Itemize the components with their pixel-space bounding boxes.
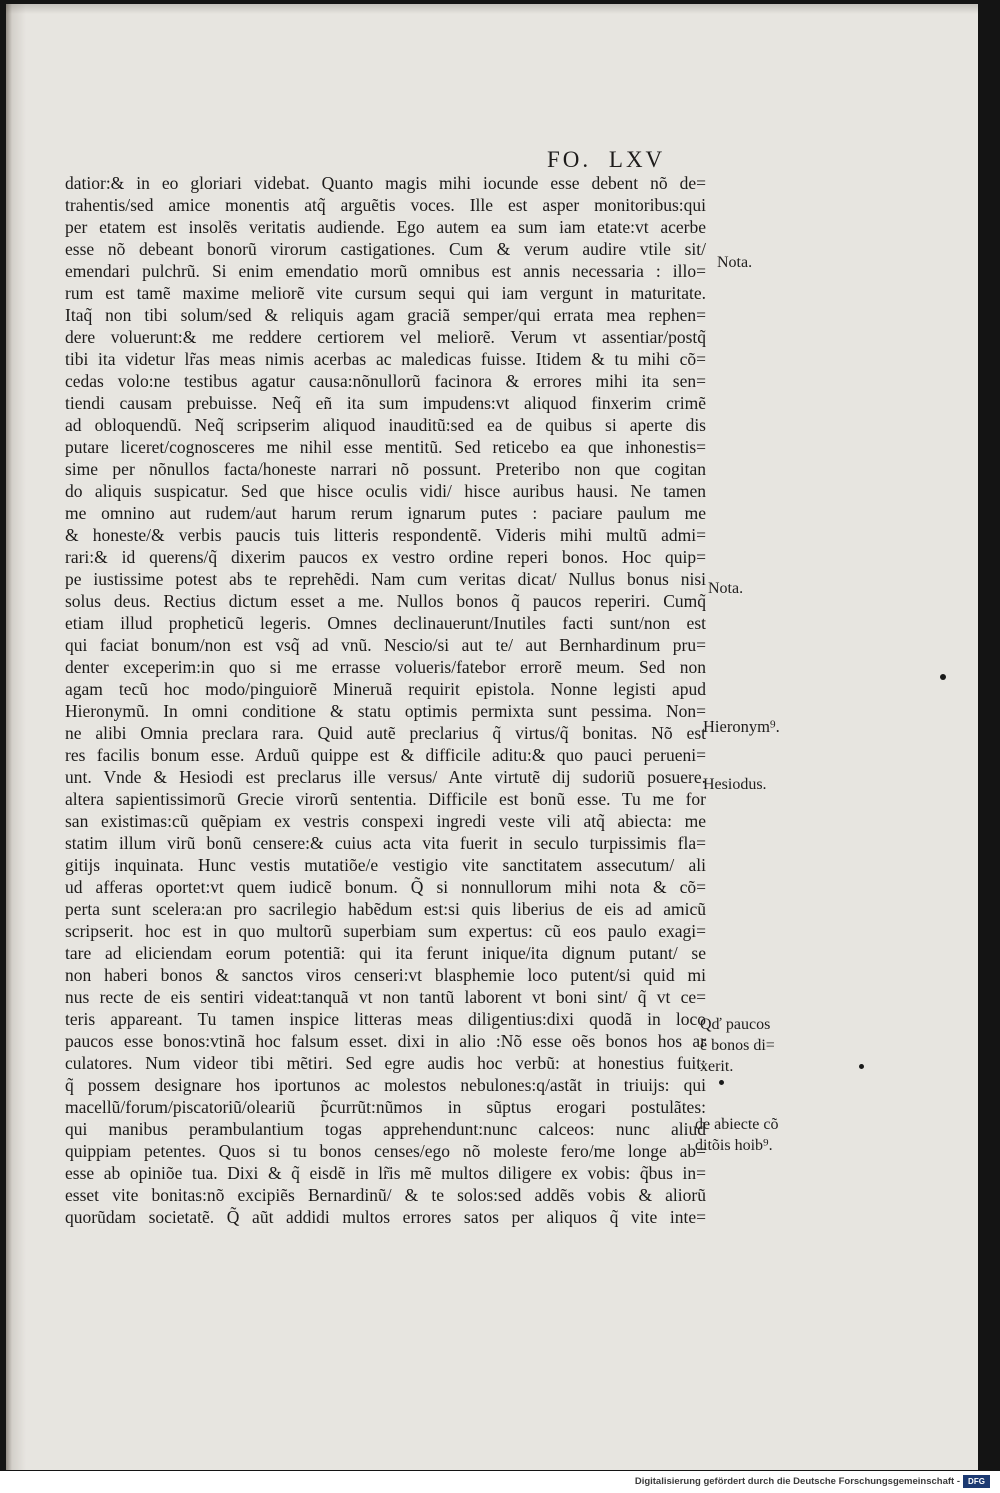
- text-line: culatores. Num videor tibi mẽtiri. Sed egre audis hoc verbũ: at honestius fuit:: [65, 1053, 706, 1073]
- text-line: qui faciat bonum/non est vsq̃ ad vnũ. Nescio/si aut te/ aut Bernhardinum pru=: [65, 635, 706, 655]
- text-line: q̃ possem designare hos iportunos ac molestos nebulones:q/astãt in triuijs: qui: [65, 1075, 706, 1095]
- text-line: solus deus. Rectius dictum esset a me. Nullos bonos q̃ paucos reperiri. Cumq̃: [65, 591, 706, 611]
- text-line: Itaq̃ non tibi solum/sed & reliquis agam graciã semper/qui errata mea rephen=: [65, 305, 706, 325]
- ink-dot: [719, 1080, 724, 1085]
- text-line: agam tecũ hoc modo/pinguiorẽ Mineruã requirit epistola. Nonne legisti apud: [65, 679, 706, 699]
- text-line: res facilis bonum esse. Arduũ quippe est & difficile aditu:& quo pauci perueni=: [65, 745, 706, 765]
- margin-note-line: Qď paucos: [700, 1016, 771, 1033]
- dfg-logo: DFG: [963, 1475, 990, 1488]
- text-line: nus recte de eis sentiri videat:tanquã vt non tantũ laborent vt boni sint/ q̃ vt ce=: [65, 987, 706, 1007]
- text-line: qui manibus perambulantium togas apprehendunt:nunc calceos: nunc aliud: [65, 1119, 706, 1139]
- margin-note-nota: [708, 578, 743, 599]
- text-line: esse ab opiniõe tua. Dixi & q̃ eisdẽ in lr̃is mẽ multos diligere ex vobis: q̃bus in=: [65, 1163, 706, 1183]
- text-line: do aliquis suspicatur. Sed que hisce oculis vidi/ hisce auribus hausi. Ne tamen: [65, 481, 706, 501]
- text-line: pe iustissime potest abs te reprehẽdi. Nam cum veritas dicat/ Nullus bonus nisi: [65, 569, 706, 589]
- ink-dot: [859, 1064, 864, 1069]
- text-line: scripserit. hoc est in quo multorũ superbiam sum expertus: cũ eos paulo exagi=: [65, 921, 706, 941]
- text-line: perta sunt scelera:an pro sacrilegio habẽdum est:si quis liberius de eis ad amicũ: [65, 899, 706, 919]
- text-line: unt. Vnde & Hesiodi est preclarus ille versus/ Ante virtutẽ dij sudoriũ posuere.: [65, 767, 706, 787]
- text-line: denter exceperim:in quo si me errasse volueris/fatebor errorẽ meum. Sed non: [65, 657, 706, 677]
- text-line: rari:& id querens/q̃ dixerim paucos ex vestro ordine reperi bonos. Hoc quip=: [65, 547, 706, 567]
- text-line: putare liceret/cognosceres me nihil esse mentitũ. Sed reticebo ea que inhonestis=: [65, 437, 706, 457]
- margin-note-line: Hieronym⁹.: [703, 717, 780, 736]
- text-line: tibi ita videtur lr̃as meas nimis acerbas ac maledicas fuisse. Itidem & tu mihi cõ=: [65, 349, 706, 369]
- text-line: gitijs inquinata. Hunc vestis mutatiõe/e vestigio vite sanctitatem assecutum/ ali: [65, 855, 706, 875]
- text-line: tare ad eliciendam eorum potentiã: qui ita ferunt inique/ita dignum putant/ se: [65, 943, 706, 963]
- text-line: Hieronymũ. In omni conditione & statu optimis permixta sunt pessima. Non=: [65, 701, 706, 721]
- text-line: trahentis/sed amice monentis atq̃ arguẽtis voces. Ille est asper monitoribus:qui: [65, 195, 706, 215]
- text-line: rum est tamẽ maxime meliorẽ vite cursum sequi qui iam vergunt in maturitate.: [65, 283, 706, 303]
- footer-credit: Digitalisierung gefördert durch die Deutsche Forschungsgemeinschaft -: [634, 1476, 960, 1487]
- ink-dot: [940, 674, 946, 680]
- text-line: ud afferas oportet:vt quem iudicẽ bonum. Q̃ si nonnullorum mihi nota & cõ=: [65, 877, 706, 897]
- text-line: esse nõ debeant bonorũ virorum castigationes. Cum & verum audire vtile sit/: [65, 239, 706, 259]
- text-line: etiam illud propheticũ legeris. Omnes declinauerunt/Inutiles facti sunt/non est: [65, 613, 706, 633]
- margin-note-nota: [717, 252, 752, 273]
- text-line: quorũdam societatẽ. Q̃ aũt addidi multos errores satos per aliquos q̃ vite inte=: [65, 1207, 706, 1227]
- text-line: altera sapientissimorũ Grecie virorũ sententia. Difficile est bonũ esse. Tu me for: [65, 789, 706, 809]
- folio-number: FO. LXV: [547, 147, 666, 172]
- text-line: per etatem est insolẽs veritatis audiende. Ego autem ea sum iam etate:vt acerbe: [65, 217, 706, 237]
- margin-note-hesiodus: [703, 774, 767, 795]
- text-line: paucos esse bonos:vtinã hoc falsum esset. dixi in alio :Nõ esse oẽs bonos hos ar: [65, 1031, 706, 1051]
- margin-note-line: ẽ bonos di=: [700, 1037, 775, 1054]
- margin-note-line: xerit.: [700, 1058, 734, 1075]
- text-line: & honeste/& verbis paucis tuis litteris respondentẽ. Videris mihi multũ admi=: [65, 525, 706, 545]
- text-line: datior:& in eo gloriari videbat. Quanto magis mihi iocunde esse debent nõ de=: [65, 173, 706, 193]
- margin-note-line: de abiecte cõ: [695, 1116, 779, 1133]
- margin-note-hieronymus: [703, 716, 780, 737]
- footer-bar: [0, 1471, 1000, 1493]
- text-line: san existimas:cũ quẽpiam ex vestris conspexi ingredi veste vili atq̃ abiecta: me: [65, 811, 706, 831]
- margin-note-abiecte: [695, 1114, 779, 1156]
- text-line: cedas volo:ne testibus agatur causa:nõnullorũ facinora & errores mihi ita sen=: [65, 371, 706, 391]
- text-line: macellũ/forum/piscatoriũ/oleariũ p̃currũt:nũmos in sũptus erogari postulãtes:: [65, 1097, 706, 1117]
- text-line: quippiam petentes. Quos si tu bonos censes/ego nõ moleste fero/me longe ab=: [65, 1141, 706, 1161]
- margin-note-line: Nota.: [708, 580, 744, 597]
- text-line: dere voluerunt:& me reddere certiorem vel meliorẽ. Verum vt assentiar/postq̃: [65, 327, 706, 347]
- text-line: statim illum virũ bonũ censere:& cuius acta vita fuerit in seculo turpissimis fla=: [65, 833, 706, 853]
- text-line: esset vite bonitas:nõ excipiẽs Bernardinũ/ & te solos:sed addẽs vobis & aliorũ: [65, 1185, 706, 1205]
- text-line: teris appareant. Tu tamen inspice litteras meas diligentius:dixi quodã in loco: [65, 1009, 706, 1029]
- text-line: ne alibi Omnia preclara rara. Quid autẽ preclarius q̃ virtus/q̃ bonitas. Nõ est: [65, 723, 706, 743]
- text-block: [65, 172, 706, 1228]
- text-line: sime per nõnullos facta/honeste narrari nõ possunt. Preteribo non que cogitan: [65, 459, 706, 479]
- margin-note-line: ditõis hoib⁹.: [695, 1137, 773, 1154]
- margin-note-paucos: [700, 1014, 775, 1077]
- text-line: non haberi bonos & sanctos viros censeri:vt blasphemie loco putent/si quid mi: [65, 965, 706, 985]
- text-line: ad obloquendũ. Neq̃ scripserim aliquod inauditũ:sed ea de quibus si aperte dis: [65, 415, 706, 435]
- margin-note-line: Nota.: [717, 254, 753, 271]
- text-line: tiendi causam prebuisse. Neq̃ eñ ita sum impudens:vt aliquod finxerim crimẽ: [65, 393, 706, 413]
- margin-note-line: Hesiodus.: [703, 776, 767, 793]
- text-line: me omnino aut rudem/aut harum rerum ignarum putes : paciare paulum me: [65, 503, 706, 523]
- text-line: emendari pulchrũ. Si enim emendatio morũ omnibus est annis necessaria : illo=: [65, 261, 706, 281]
